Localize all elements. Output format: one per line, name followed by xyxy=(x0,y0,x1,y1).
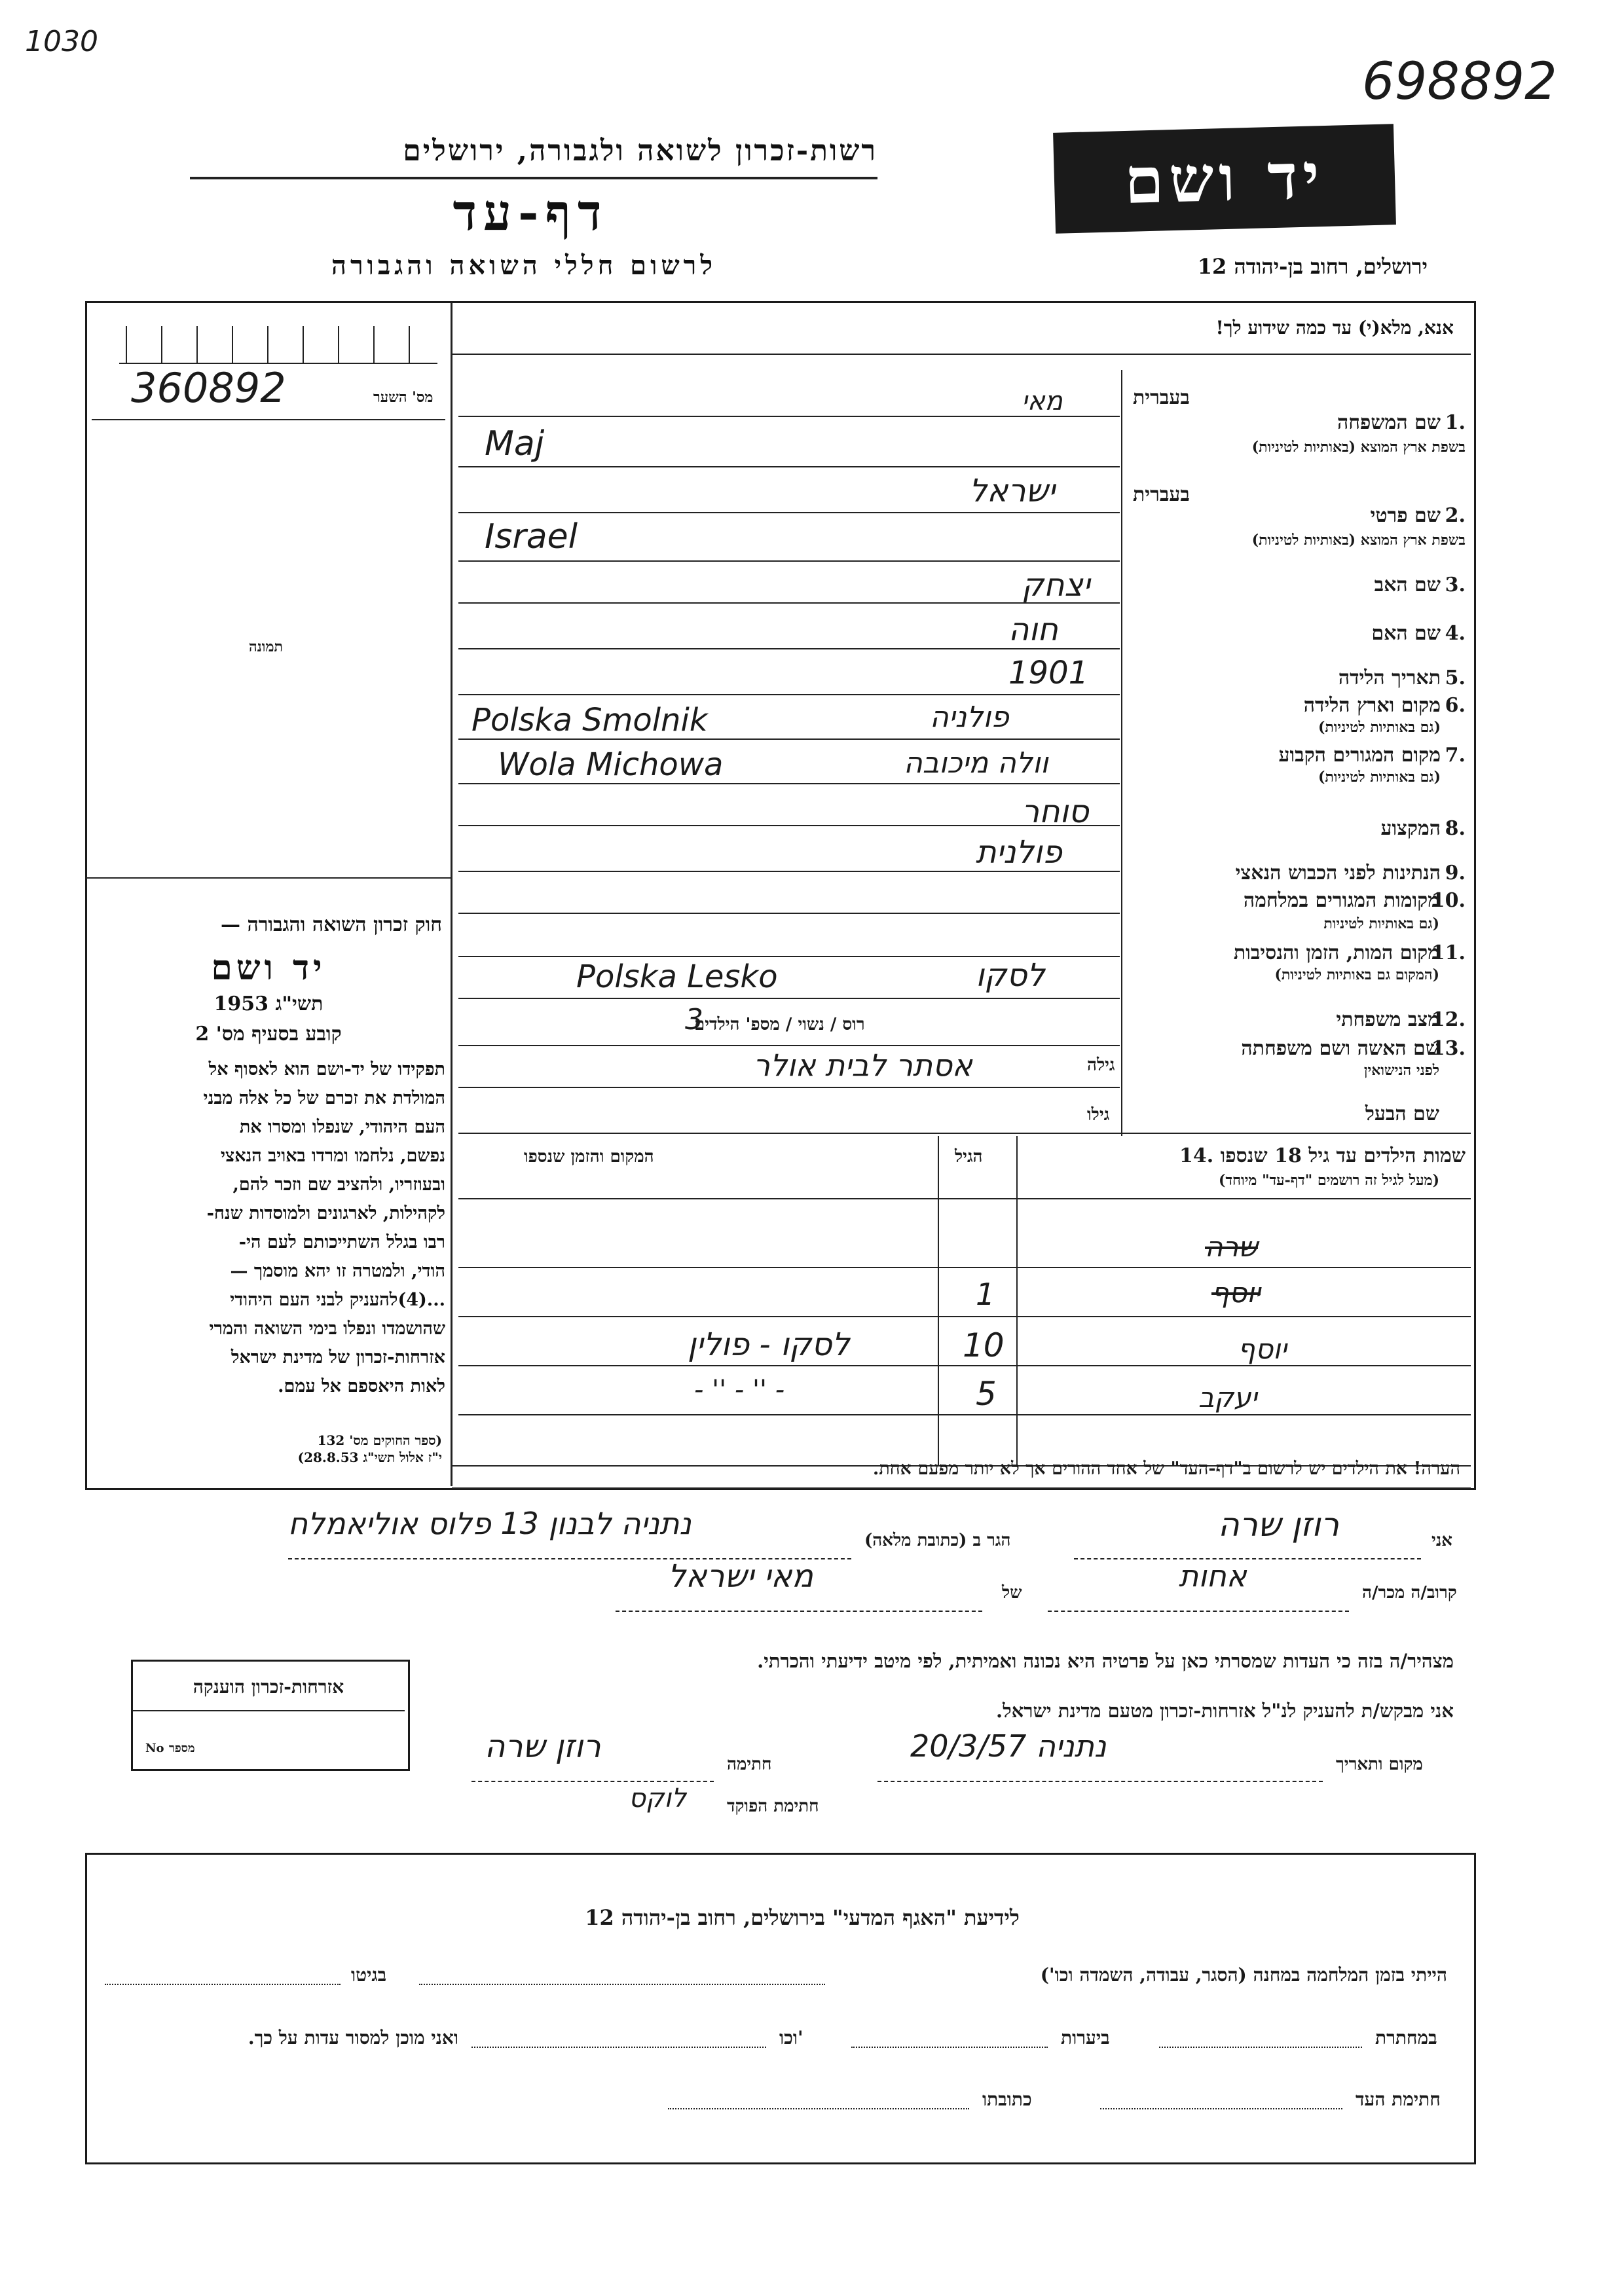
law-source-date: י"ז אלול תשי"ג 28.8.53) xyxy=(297,1449,442,1465)
bottom-line2-a: במחתרת xyxy=(1375,2027,1437,2049)
field-7-value-latin: Wola Michowa xyxy=(498,746,724,783)
law-line: תפקידו של יד-ושם הוא לאסוף אל xyxy=(208,1059,445,1080)
bottom-line2-b: ביערות xyxy=(1061,2027,1110,2049)
field-11-num: 11. xyxy=(1431,941,1466,964)
field-13-num: 13. xyxy=(1431,1037,1466,1060)
field-7-num: 7. xyxy=(1445,744,1466,767)
field-11-value-he: לסקו xyxy=(976,957,1045,994)
bottom-line1-a: הייתי בזמן המלחמה במחנה (הסגר, עבודה, השמדה וכו') xyxy=(1040,1964,1447,1986)
child-row-3-age: 10 xyxy=(963,1326,1005,1364)
decl-relation: אחות xyxy=(1179,1558,1247,1594)
child-row-1-name: שרה xyxy=(1205,1231,1258,1263)
field-13-value: אסתר לבית אולר xyxy=(753,1048,972,1083)
decl-place-date-value: נתניה 20/3/57 xyxy=(910,1728,1107,1764)
child-row-3-place: לסקו - פולין xyxy=(688,1326,850,1363)
bottom-line3-a: חתימת העד xyxy=(1356,2088,1441,2110)
decl-relative-label: קרוב/ה מכר/ה xyxy=(1362,1583,1457,1603)
field-4-num: 4. xyxy=(1445,622,1466,645)
child-row-4-name: יעקב xyxy=(1198,1381,1257,1413)
decl-signature-label: חתימה xyxy=(727,1755,772,1774)
law-body xyxy=(92,1055,445,1401)
field-7-label: מקום המגורים הקבוע xyxy=(1278,744,1441,767)
header-authority: רשות-זכרון לשואה ולגבורה, ירושלים xyxy=(403,134,877,168)
registry-number: 360892 xyxy=(131,364,286,412)
corner-archive-mark: 1030 xyxy=(25,25,98,58)
field-5-num: 5. xyxy=(1445,666,1466,689)
child-row-4-place: - '' - '' - xyxy=(694,1375,785,1405)
child-row-2-name: יוסף xyxy=(1211,1277,1261,1309)
field-7-sublabel: (גם באותיות לטיניות) xyxy=(1318,769,1441,786)
field-3-value: יצחק xyxy=(1022,567,1090,604)
header-title: דף-עד xyxy=(452,183,608,242)
form-instructions: אנא, מלא(י) עד כמה שידוע לך! xyxy=(1215,317,1454,338)
field-12-children-count: 3 xyxy=(685,1003,703,1036)
field-12-label: מצב משפחתי xyxy=(1336,1008,1439,1031)
bottom-line3-b: כתובתו xyxy=(982,2088,1032,2110)
header-subtitle: לרשום חללי השואה והגבורה xyxy=(331,250,717,281)
field-5-label: תאריך הלידה xyxy=(1338,666,1441,689)
decl-signature-value: רוזן שרה xyxy=(485,1728,601,1765)
field-1-sublabel: בשפת ארץ המוצא (באותיות לטיניות) xyxy=(1251,439,1466,456)
field-2-sublabel: בשפת ארץ המוצא (באותיות לטיניות) xyxy=(1251,532,1466,549)
field-10-sublabel: גם באותיות לטיניות) xyxy=(1323,915,1439,932)
field-10-label: מקומות המגורים במלחמה xyxy=(1243,889,1439,912)
bottom-line1-b: בגיטו xyxy=(351,1964,387,1986)
law-line: רבו בגלל השתייכותם לעם הי- xyxy=(238,1232,445,1252)
law-line: ...(4)להעניק לבני העם היהודי xyxy=(230,1290,445,1310)
field-6-label: מקום וארץ הלידה xyxy=(1303,694,1441,717)
field-6-value-he: פולניה xyxy=(930,701,1009,734)
field-9-num: 9. xyxy=(1445,862,1466,884)
law-line: אזרחות-זכרון של מדינת ישראל xyxy=(231,1347,445,1368)
field-1-num: 1. xyxy=(1445,411,1466,434)
law-source: (ספר החוקים מס' 132 xyxy=(317,1432,442,1448)
law-line: העם היהודי, שנפלו ומסרו את xyxy=(239,1117,445,1137)
decl-of-name: מאי ישראל xyxy=(668,1558,813,1595)
photo-label: תמונה xyxy=(249,638,283,655)
decl-address: נתניה לבנון 13 פלוס אוליאמלח xyxy=(288,1506,692,1541)
law-name: יד ושם xyxy=(211,948,326,988)
child-row-2-age: 1 xyxy=(976,1277,995,1312)
field-10-num: 10. xyxy=(1431,889,1466,912)
field-13-sublabel: לפני הנישואין xyxy=(1363,1062,1439,1079)
children-subheader: (מעל לגיל זה רושמים "דף-עד" מיוחד) xyxy=(1219,1172,1439,1189)
field-12-num: 12. xyxy=(1431,1008,1466,1031)
hebrew-label-1: בעברית xyxy=(1133,386,1190,409)
law-line: המולדת את זכרם של כל אלה מבני xyxy=(203,1088,445,1108)
decl-i-label: אני xyxy=(1431,1531,1452,1550)
yad-vashem-logo xyxy=(1053,124,1396,234)
bottom-line2-c: וכו' xyxy=(779,2027,803,2049)
decl-statement: מצהיר/ה בזה כי העדות שמסרתי כאן על פרטיה היא נכונה ואמיתית, לפי מיטב ידיעתי והכרתי. xyxy=(757,1650,1454,1672)
field-7-value-he: וולה מיכובה xyxy=(904,746,1048,780)
law-year: תשי"ג 1953 xyxy=(213,993,323,1015)
children-note: הערה! את הילדים יש לרשום ב"דף-העד" של אחד ההורים אך לא יותר מפעם אחת. xyxy=(872,1459,1460,1479)
law-line: שהושמדו ונפלו בימי השואה והמרי xyxy=(209,1319,445,1339)
field-2-value-latin: Israel xyxy=(485,517,578,556)
bottom-line2-d: ואני מוכן למסור עדות על כך. xyxy=(248,2027,458,2049)
field-husband-label: שם הבעל xyxy=(1365,1102,1439,1125)
children-age-header: הגיל xyxy=(955,1147,983,1167)
law-line: לקהילות, לארגונים ולמוסדות שנח- xyxy=(206,1203,445,1224)
law-line: הודי, ולמטרה זו יהא מוסמך — xyxy=(230,1261,445,1281)
bottom-title: לידיעת "האגף המדעי" בירושלים, רחוב בן-יהודה 12 xyxy=(585,1905,1020,1930)
field-2-value-he: ישראל xyxy=(969,473,1056,509)
certificate-no: No xyxy=(145,1741,164,1755)
decl-witness-name: רוזן שרה xyxy=(1218,1506,1339,1544)
barcode-marks xyxy=(119,326,439,365)
bottom-section-frame xyxy=(85,1853,1476,2164)
decl-of-label: של xyxy=(1002,1583,1022,1603)
field-3-num: 3. xyxy=(1445,574,1466,596)
child-row-3-name: יוסף xyxy=(1238,1333,1287,1365)
field-4-value: חוה xyxy=(1008,611,1058,648)
field-3-label: שם האב xyxy=(1374,574,1441,596)
field-6-sublabel: (גם באותיות לטיניות) xyxy=(1318,719,1441,736)
field-9-value: פולנית xyxy=(976,834,1062,871)
law-line: ובעוזריו, ולהציב שם וזכר להם, xyxy=(232,1175,445,1195)
field-8-num: 8. xyxy=(1445,817,1466,840)
field-2-label: שם פרטי xyxy=(1370,504,1441,527)
field-11-value-latin: Polska Lesko xyxy=(576,958,778,995)
law-line: לאות היאספם אל עמם. xyxy=(278,1376,445,1396)
field-1-value-latin: Maj xyxy=(485,424,545,464)
field-9-label: הנתינות לפני הכבוש הנאצי xyxy=(1235,862,1441,884)
field-1-value-he: מאי xyxy=(1022,386,1063,416)
field-13-age-label: גילה xyxy=(1087,1055,1115,1075)
header-address: ירושלים, רחוב בן-יהודה 12 xyxy=(1197,254,1428,279)
field-11-label: מקום המות, הזמן והנסיבות xyxy=(1233,941,1439,964)
field-11-sublabel: (המקום גם באותיות לטיניות) xyxy=(1274,966,1439,983)
field-2-num: 2. xyxy=(1445,504,1466,527)
certificate-title: אזרחות-זכרון הוענקה xyxy=(193,1676,344,1698)
certificate-number-label: מספר xyxy=(169,1741,195,1755)
field-13-label: שם האשה ושם משפחתה xyxy=(1241,1037,1439,1060)
children-header: 14. שמות הילדים עד גיל 18 שנספו xyxy=(1179,1144,1466,1167)
field-5-value: 1901 xyxy=(1008,655,1089,691)
hebrew-label-2: בעברית xyxy=(1133,483,1190,506)
logo-text: יד ושם xyxy=(1123,139,1326,218)
child-row-4-age: 5 xyxy=(976,1375,997,1413)
decl-officer-value: לוקס xyxy=(629,1783,686,1813)
decl-officer-label: חתימת הפוקד xyxy=(727,1796,819,1816)
corner-document-number: 698892 xyxy=(1362,52,1557,111)
decl-request: אני מבקש/ת להעניק לנ"ל אזרחות-זכרון מטעם מדינת ישראל. xyxy=(995,1700,1454,1722)
field-4-label: שם האם xyxy=(1371,622,1441,645)
field-6-num: 6. xyxy=(1445,694,1466,717)
decl-residing-label: הגר ב (כתובת מלאה) xyxy=(864,1531,1011,1550)
field-12-options: רוס / נשוי / מספ' הילדים xyxy=(694,1015,865,1034)
decl-place-date-label: מקום ותאריך xyxy=(1336,1755,1423,1774)
field-8-value: סוחר xyxy=(1022,793,1089,830)
children-place-header: המקום והזמן שנספו xyxy=(524,1147,654,1167)
registry-label: מס' השער xyxy=(373,389,434,406)
field-6-value-latin: Polska Smolnik xyxy=(471,702,708,738)
field-1-label: שם המשפחה xyxy=(1337,411,1441,434)
law-section: קובע בסעיף מס' 2 xyxy=(195,1023,342,1046)
field-8-label: המקצוע xyxy=(1380,817,1441,840)
law-line: נפשם, נלחמו ומרדו באויב הנאצי xyxy=(220,1146,445,1166)
husband-age-label: גילו xyxy=(1087,1105,1110,1125)
law-title: חוק זכרון השואה והגבורה — xyxy=(221,913,442,936)
